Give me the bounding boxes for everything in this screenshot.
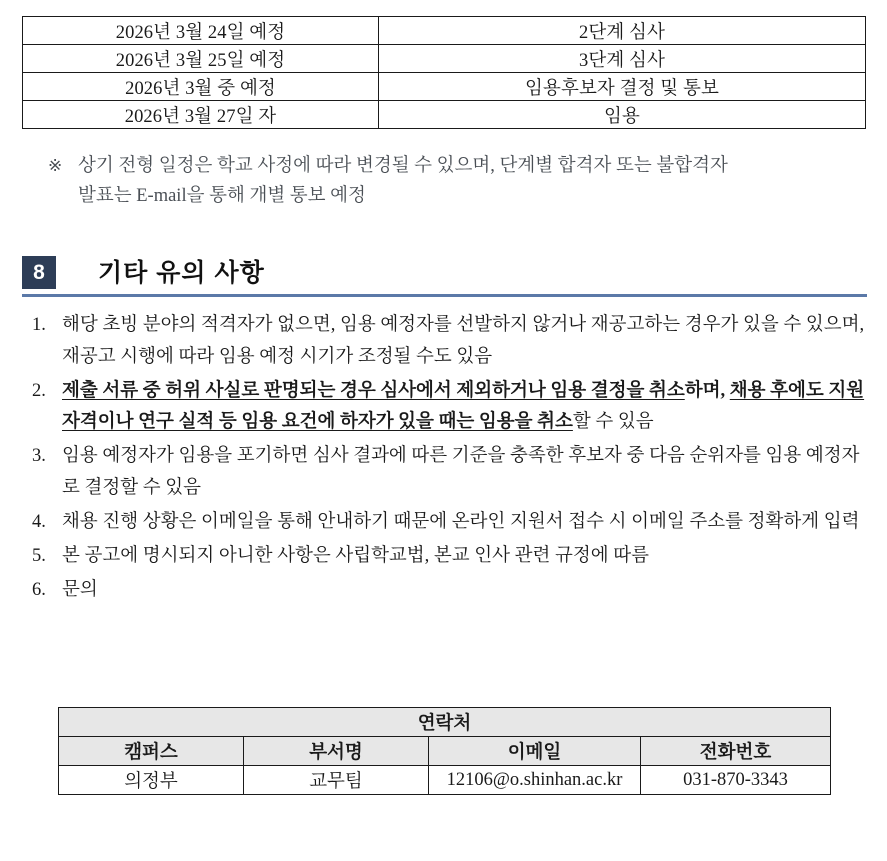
column-header-campus: 캠퍼스 [59,737,244,766]
table-row [23,17,866,45]
schedule-stage: 임용 [379,101,866,129]
list-item-emphasis-1: 제출 서류 중 허위 사실로 판명되는 경우 심사에서 제외하거나 임용 결정을 취소 [62,380,685,401]
column-header-department: 부서명 [244,737,429,766]
column-header-phone: 전화번호 [641,737,831,766]
schedule-stage: 임용후보자 결정 및 통보 [379,73,866,101]
reference-mark-icon: ※ [48,156,63,175]
list-item-connector: 하며, [684,380,730,401]
cell-department: 교무팀 [244,766,429,795]
list-item-number: 4. [32,511,46,532]
schedule-stage: 3단계 심사 [379,45,866,73]
list-item-number: 5. [32,545,46,566]
list-item [30,441,875,505]
schedule-date: 2026년 3월 중 예정 [23,73,379,101]
schedule-stage: 2단계 심사 [379,17,866,45]
table-row [23,45,866,73]
schedule-date: 2026년 3월 24일 예정 [23,17,379,45]
list-item-tail: 할 수 있음 [572,412,654,433]
schedule-note-line-2: 발표는 E-mail을 통해 개별 통보 예정 [78,185,366,206]
list-item-emphasis-2: 채용 후에도 지원 자격이나 연구 실적 등 임용 요건에 하자가 있을 때는 임용을 취소 [62,380,865,433]
table-row [59,737,831,766]
list-item-number: 2. [32,380,46,401]
schedule-note [48,152,868,212]
list-item-text: 채용 진행 상황은 이메일을 통해 안내하기 때문에 온라인 지원서 접수 시 이메일 주소를 정확하게 입력 [62,511,860,532]
cell-email: 12106@o.shinhan.ac.kr [429,766,641,795]
list-item-text: 문의 [62,579,98,600]
list-item [30,376,875,440]
list-item [30,575,875,607]
schedule-date: 2026년 3월 25일 예정 [23,45,379,73]
list-item [30,310,875,374]
schedule-table-body [23,17,866,129]
section-heading [22,253,867,297]
cell-phone: 031-870-3343 [641,766,831,795]
table-row [59,708,831,737]
table-row [23,73,866,101]
contact-table-body [59,708,831,795]
schedule-table [22,16,866,129]
column-header-email: 이메일 [429,737,641,766]
schedule-date: 2026년 3월 27일 자 [23,101,379,129]
page-title: 기타 유의 사항 [98,259,265,287]
table-row [59,766,831,795]
section-number-badge: 8 [22,256,56,289]
list-item-text: 임용 예정자가 임용을 포기하면 심사 결과에 따른 기준을 충족한 후보자 중 다음 순위자를 임용 예정자로 결정할 수 있음 [62,446,860,499]
list-item-number: 1. [32,315,46,335]
contact-table-caption: 연락처 [59,708,831,737]
contact-table [58,707,831,795]
cell-campus: 의정부 [59,766,244,795]
list-item [30,541,875,573]
list-item-number: 6. [32,579,46,600]
other-notes-list [30,310,875,608]
table-row [23,101,866,129]
list-item-text: 해당 초빙 분야의 적격자가 없으면, 임용 예정자를 선발하지 않거나 재공고하는 경우가 있을 수 있으며, 재공고 시행에 따라 임용 예정 시기가 조정될 수도 있음 [62,315,865,367]
list-item-number: 3. [32,446,46,467]
list-item-text [62,376,875,440]
schedule-note-line-1: 상기 전형 일정은 학교 사정에 따라 변경될 수 있으며, 단계별 합격자 또는 불합격자 [78,156,728,176]
list-item-text: 본 공고에 명시되지 아니한 사항은 사립학교법, 본교 인사 관련 규정에 따름 [62,545,650,566]
list-item [30,507,875,539]
section-divider [22,294,867,297]
